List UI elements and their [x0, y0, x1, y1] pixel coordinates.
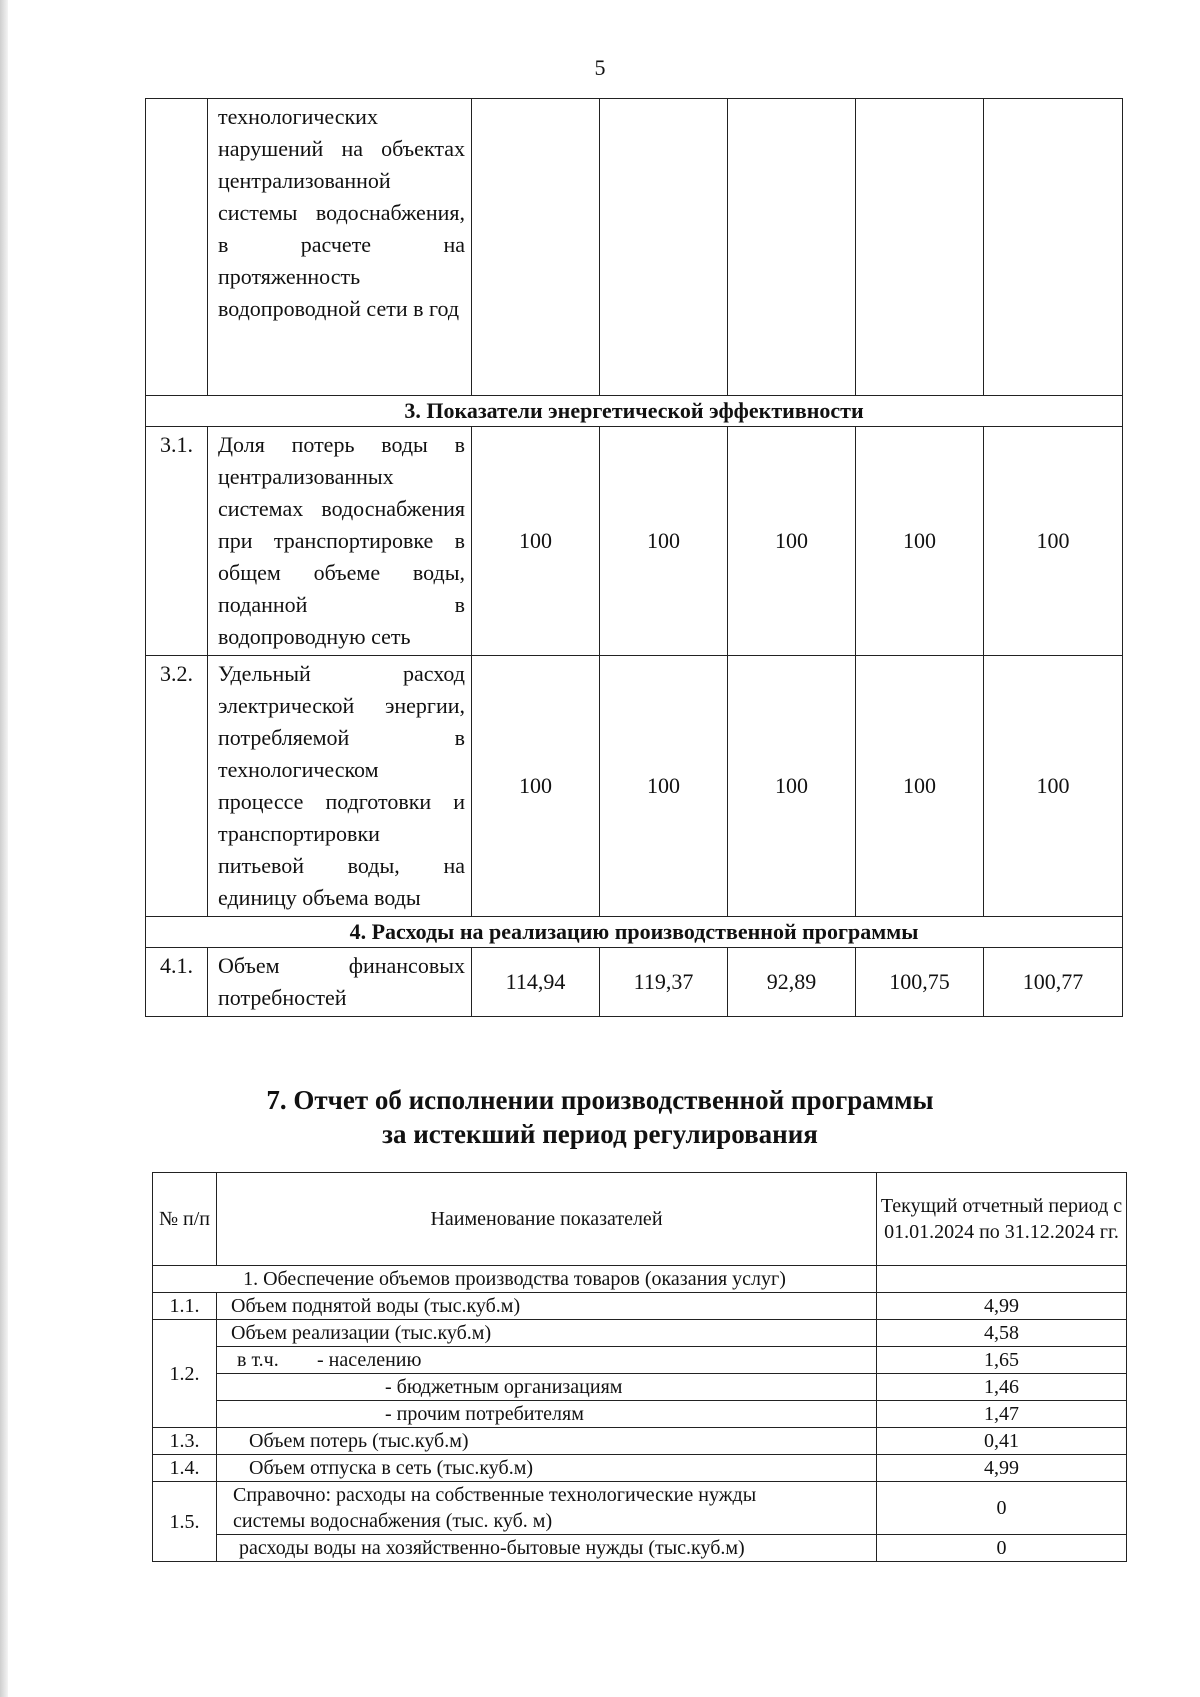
table-row [153, 1428, 1127, 1455]
table-row [153, 1535, 1127, 1562]
value-cell: 0,41 [877, 1428, 1127, 1455]
value-cell: 100 [472, 427, 600, 656]
value-cell [600, 99, 728, 396]
value-cell: 1,46 [877, 1374, 1127, 1401]
section-3-title: 3. Показатели энергетической эффективности [146, 396, 1123, 427]
table-row [153, 1482, 1127, 1535]
table-row [146, 427, 1123, 656]
row-number-cell: 4.1. [146, 948, 208, 1017]
value-cell: 4,99 [877, 1455, 1127, 1482]
value-cell: 92,89 [728, 948, 856, 1017]
value-cell: 100 [600, 427, 728, 656]
table-row [146, 99, 1123, 396]
value-cell: 4,58 [877, 1320, 1127, 1347]
value-cell: 1,65 [877, 1347, 1127, 1374]
value-cell: 1,47 [877, 1401, 1127, 1428]
value-cell: 114,94 [472, 948, 600, 1017]
row-name-cell: Удельный расход электрической энергии, потребляемой в технологическом процессе подготовки и транспортировки питьевой воды, на единицу объема воды [208, 656, 472, 917]
row-number-cell: 3.2. [146, 656, 208, 917]
table-row [153, 1320, 1127, 1347]
value-cell: 4,99 [877, 1293, 1127, 1320]
row-name-cell: Объем отпуска в сеть (тыс.куб.м) [217, 1455, 877, 1482]
row-name-cell: расходы воды на хозяйственно-бытовые нужды (тыс.куб.м) [217, 1535, 877, 1562]
value-cell: 100 [472, 656, 600, 917]
value-cell: 100,77 [984, 948, 1123, 1017]
value-cell [472, 99, 600, 396]
incl-prefix: в т.ч. [237, 1349, 279, 1371]
table-row [153, 1455, 1127, 1482]
row-name-cell: Объем реализации (тыс.куб.м) [217, 1320, 877, 1347]
header-num: № п/п [153, 1173, 217, 1266]
row-name-cell: технологических нарушений на объектах централизованной системы водоснабжения, в расчете на протяженность водопроводной сети в год [208, 99, 472, 396]
row-name-cell: Объем потерь (тыс.куб.м) [217, 1428, 877, 1455]
row-number-cell: 1.3. [153, 1428, 217, 1455]
row-number-cell: 3.1. [146, 427, 208, 656]
value-cell: 100 [856, 427, 984, 656]
value-cell: 100 [984, 656, 1123, 917]
value-cell [856, 99, 984, 396]
value-cell: 119,37 [600, 948, 728, 1017]
header-name: Наименование показателей [217, 1173, 877, 1266]
page-number: 5 [594, 55, 606, 80]
row-name-cell: - прочим потребителям [217, 1401, 877, 1428]
row-number-cell: 1.4. [153, 1455, 217, 1482]
section-7-title [0, 1083, 1200, 1151]
row-number-cell: 1.1. [153, 1293, 217, 1320]
value-cell: 0 [877, 1535, 1127, 1562]
value-cell: 100 [728, 656, 856, 917]
section-row [146, 396, 1123, 427]
value-cell [877, 1266, 1127, 1293]
section-4-title: 4. Расходы на реализацию производственной программы [146, 917, 1123, 948]
header-row [153, 1173, 1127, 1266]
value-cell: 100,75 [856, 948, 984, 1017]
row-name-cell: - бюджетным организациям [217, 1374, 877, 1401]
value-cell: 100 [600, 656, 728, 917]
table-row [153, 1401, 1127, 1428]
title-line-2: за истекший период регулирования [382, 1119, 818, 1149]
section-row [153, 1266, 1127, 1293]
section-row [146, 917, 1123, 948]
table-row [153, 1347, 1127, 1374]
value-cell: 100 [856, 656, 984, 917]
row-name-cell: Объем поднятой воды (тыс.куб.м) [217, 1293, 877, 1320]
row-number-cell: 1.2. [153, 1320, 217, 1428]
header-period: Текущий отчетный период с 01.01.2024 по 31.12.2024 гг. [877, 1173, 1127, 1266]
value-cell [984, 99, 1123, 396]
scan-edge [0, 0, 8, 1697]
value-cell: 100 [984, 427, 1123, 656]
value-cell: 0 [877, 1482, 1127, 1535]
table-row [146, 656, 1123, 917]
report-table [152, 1172, 1127, 1562]
value-cell [728, 99, 856, 396]
row-number-cell: 1.5. [153, 1482, 217, 1562]
row-number-cell [146, 99, 208, 396]
row-name-cell: Справочно: расходы на собственные технологические нужды системы водоснабжения (тыс. куб. м) [217, 1482, 877, 1535]
row-name-cell [217, 1347, 877, 1374]
title-line-1: 7. Отчет об исполнении производственной программы [266, 1085, 934, 1115]
indicators-table [145, 98, 1123, 1017]
section-1-title: 1. Обеспечение объемов производства товаров (оказания услуг) [153, 1266, 877, 1293]
table-row [153, 1293, 1127, 1320]
value-cell: 100 [728, 427, 856, 656]
table-row [153, 1374, 1127, 1401]
sub-population-label: - населению [317, 1349, 422, 1371]
row-name-cell: Доля потерь воды в централизованных системах водоснабжения при транспортировке в общем объеме воды, поданной в водопроводную сеть [208, 427, 472, 656]
table-row [146, 948, 1123, 1017]
row-name-cell: Объем финансовых потребностей [208, 948, 472, 1017]
